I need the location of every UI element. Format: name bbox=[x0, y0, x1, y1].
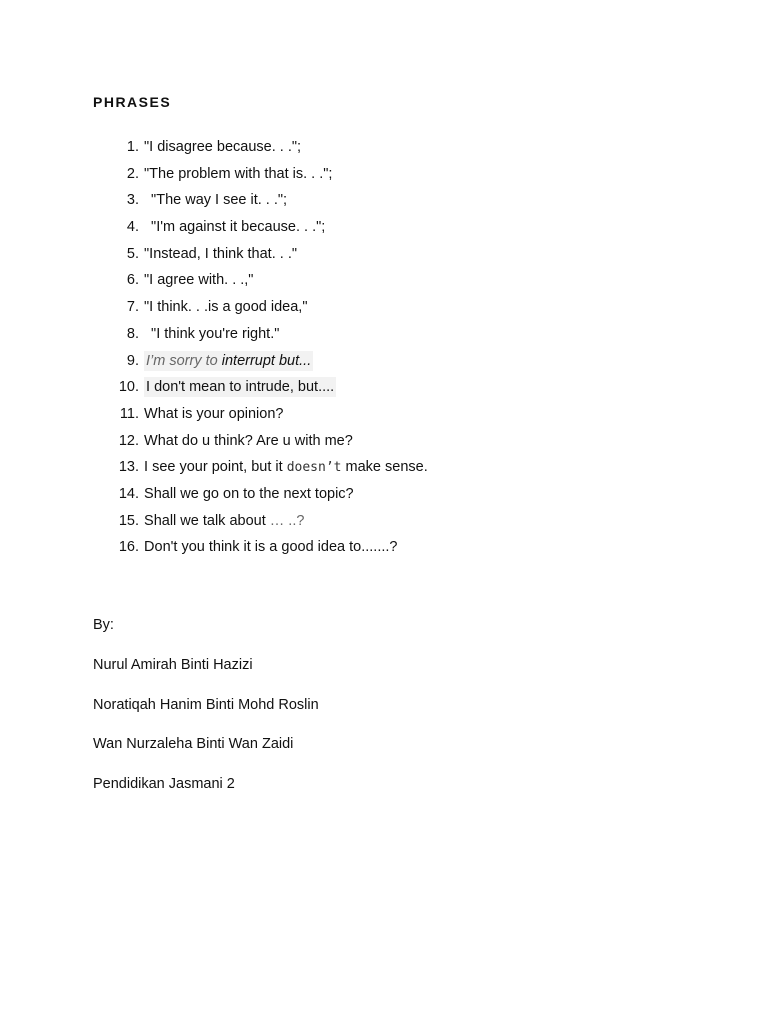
author-name: Nurul Amirah Binti Hazizi bbox=[93, 657, 253, 673]
list-item bbox=[115, 404, 428, 431]
phrase-text: Shall we go on to the next topic? bbox=[144, 485, 354, 502]
list-number: 12. bbox=[118, 432, 139, 449]
list-item bbox=[115, 270, 428, 297]
list-number: 5. bbox=[126, 245, 139, 262]
author-name: Wan Nurzaleha Binti Wan Zaidi bbox=[93, 736, 294, 752]
phrase-text-part: I see your point, but it bbox=[144, 459, 287, 476]
list-number: 9. bbox=[126, 352, 139, 369]
list-item bbox=[115, 190, 428, 217]
list-number: 1. bbox=[126, 139, 139, 155]
list-number: 11. bbox=[119, 405, 139, 422]
list-number: 4. bbox=[126, 219, 139, 236]
phrase-text: "I'm against it because. . ."; bbox=[147, 219, 326, 236]
list-number: 15. bbox=[118, 512, 139, 529]
phrase-text-part: I’m sorry to bbox=[146, 352, 222, 369]
course-name: Pendidikan Jasmani 2 bbox=[93, 776, 235, 792]
list-item bbox=[115, 324, 428, 351]
list-item bbox=[115, 244, 428, 271]
list-item bbox=[115, 484, 428, 511]
list-number: 16. bbox=[118, 539, 139, 556]
by-label: By: bbox=[93, 617, 114, 633]
list-item bbox=[115, 164, 428, 191]
list-item bbox=[115, 217, 428, 244]
phrase-text-part: … ..? bbox=[269, 512, 305, 529]
page-title: PHRASES bbox=[93, 94, 172, 110]
phrase-text-part: interrupt but... bbox=[221, 352, 312, 369]
phrase-text: "I think. . .is a good idea," bbox=[144, 299, 308, 316]
phrase-text-highlighted bbox=[144, 351, 313, 371]
phrase-text-part: doesn’t bbox=[286, 460, 342, 476]
list-item bbox=[115, 537, 428, 564]
phrase-text bbox=[144, 511, 304, 531]
list-number: 13. bbox=[118, 459, 139, 476]
phrase-text: "I disagree because. . ."; bbox=[144, 139, 302, 155]
list-number: 14. bbox=[118, 485, 139, 502]
list-item bbox=[115, 431, 428, 458]
list-number: 2. bbox=[126, 165, 139, 182]
list-item bbox=[115, 297, 428, 324]
list-item bbox=[115, 511, 428, 538]
phrase-list bbox=[115, 137, 428, 564]
phrase-text-highlighted: I don't mean to intrude, but.... bbox=[146, 379, 335, 396]
list-number: 3. bbox=[126, 192, 139, 209]
phrase-text: "Instead, I think that. . ." bbox=[144, 245, 297, 262]
phrase-text bbox=[144, 457, 428, 478]
phrase-text: What is your opinion? bbox=[144, 405, 284, 422]
phrase-text: Don't you think it is a good idea to.......? bbox=[144, 539, 398, 556]
list-item bbox=[115, 457, 428, 484]
list-number: 8. bbox=[126, 325, 139, 342]
list-item bbox=[115, 137, 428, 164]
phrase-text-part: Shall we talk about bbox=[144, 512, 270, 529]
phrase-text: What do u think? Are u with me? bbox=[144, 432, 353, 449]
list-number: 10. bbox=[118, 379, 139, 396]
phrase-text-part: make sense. bbox=[341, 459, 428, 476]
list-number: 7. bbox=[126, 299, 139, 316]
list-item bbox=[115, 351, 428, 378]
list-item bbox=[115, 377, 428, 404]
phrase-text: "The problem with that is. . ."; bbox=[144, 165, 333, 182]
phrase-text: "The way I see it. . ."; bbox=[147, 192, 288, 209]
author-name: Noratiqah Hanim Binti Mohd Roslin bbox=[93, 697, 319, 713]
list-number: 6. bbox=[126, 272, 139, 289]
phrase-text: "I think you're right." bbox=[147, 325, 280, 342]
phrase-text: "I agree with. . .," bbox=[144, 272, 254, 289]
